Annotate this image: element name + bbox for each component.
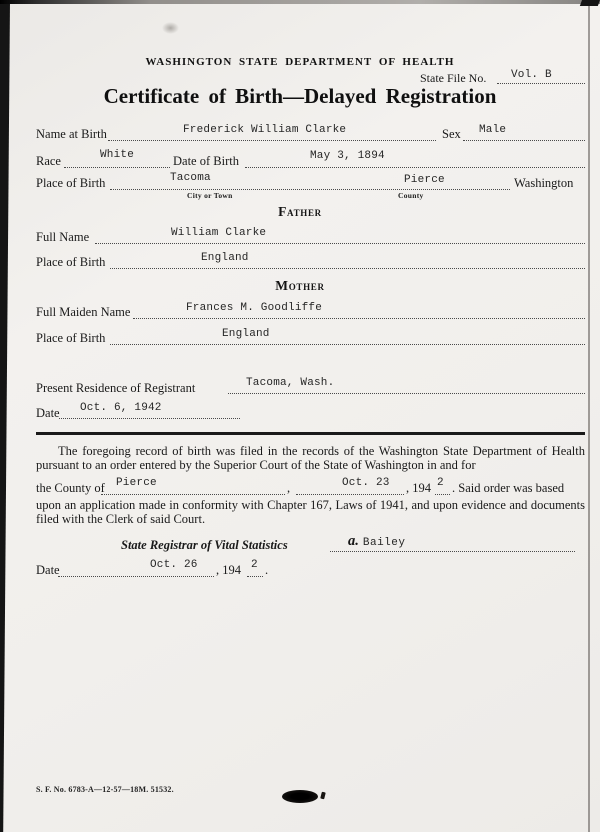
father-place-line <box>110 268 585 269</box>
father-section-heading: Father <box>278 204 322 219</box>
order-date-line <box>296 494 404 495</box>
mother-place-value: England <box>222 328 270 340</box>
sex-line <box>463 140 585 141</box>
filing-paragraph-continued: upon an application made in conformity with Chapter 167, Laws of 1941, and upon evidence and documents filed with the Clerk of said Court. <box>36 498 585 526</box>
registrar-label: State Registrar of Vital Statistics <box>121 538 288 552</box>
filing-date-line <box>58 576 214 577</box>
name-at-birth-value: Frederick William Clarke <box>183 124 347 136</box>
filing-year-digit: 2 <box>251 559 258 571</box>
date-of-birth-label: Date of Birth <box>173 154 239 168</box>
mother-name-line <box>133 318 585 319</box>
order-date-value: Oct. 23 <box>342 477 390 489</box>
department-heading: WASHINGTON STATE DEPARTMENT OF HEALTH <box>145 56 455 68</box>
state-file-label: State File No. <box>420 71 487 85</box>
signature-initial: a. <box>348 533 359 549</box>
name-line <box>108 140 436 141</box>
filing-date-label: Date <box>36 563 60 577</box>
order-year-line <box>435 494 450 495</box>
name-at-birth-label: Name at Birth <box>36 127 107 141</box>
city-or-town-hint: City or Town <box>187 191 233 200</box>
section-divider <box>36 432 585 435</box>
residence-line <box>228 393 585 394</box>
race-label: Race <box>36 154 61 168</box>
birth-county-value: Pierce <box>404 174 445 186</box>
certificate-title: Certificate of Birth—Delayed Registration <box>103 84 497 108</box>
filing-year-printed: , 194 <box>216 563 241 577</box>
registrant-date-value: Oct. 6, 1942 <box>80 402 162 414</box>
filing-date-period: . <box>265 563 269 577</box>
father-name-line <box>95 243 585 244</box>
registrar-signature <box>348 532 405 550</box>
father-place-value: England <box>201 252 249 264</box>
county-comma: , <box>287 481 291 495</box>
registrar-signature-line <box>330 551 575 552</box>
scan-smudge <box>162 22 179 34</box>
birth-state-printed: Washington <box>514 176 574 190</box>
county-line <box>101 494 285 495</box>
filing-year-line <box>247 576 263 577</box>
place-of-birth-label: Place of Birth <box>36 176 106 190</box>
mother-place-of-birth-label: Place of Birth <box>36 331 106 345</box>
county-prefix: the County of <box>36 481 105 495</box>
filing-date-value: Oct. 26 <box>150 559 198 571</box>
scan-edge-left <box>0 0 10 832</box>
scan-edge-top <box>0 0 600 4</box>
sex-value: Male <box>479 124 507 136</box>
ink-blot-mark <box>282 790 318 803</box>
date-of-birth-line <box>245 167 585 168</box>
place-of-birth-line <box>110 189 510 190</box>
form-number: S. F. No. 6783-A—12-57—18M. 51532. <box>36 785 174 794</box>
county-hint: County <box>398 191 424 200</box>
mother-maiden-name-label: Full Maiden Name <box>36 305 131 319</box>
scan-corner-mark <box>580 0 600 6</box>
registrant-date-line <box>59 418 240 419</box>
sex-label: Sex <box>442 127 461 141</box>
signature-name: Bailey <box>362 537 406 549</box>
father-full-name-label: Full Name <box>36 230 90 244</box>
filing-paragraph: The foregoing record of birth was filed in the records of the Washington State Department of Health pursuant to an order entered by the Superior Court of the State of Washington in and for <box>36 444 585 472</box>
order-year-digit: 2 <box>437 477 444 489</box>
order-suffix: . Said order was based <box>452 481 565 495</box>
father-place-of-birth-label: Place of Birth <box>36 255 106 269</box>
race-line <box>64 167 170 168</box>
order-year-printed: , 194 <box>406 481 431 495</box>
registrant-date-label: Date <box>36 406 60 420</box>
scan-edge-right <box>588 0 590 832</box>
residence-value: Tacoma, Wash. <box>246 377 335 389</box>
mother-name-value: Frances M. Goodliffe <box>186 302 323 314</box>
residence-label: Present Residence of Registrant <box>36 381 196 395</box>
date-of-birth-value: May 3, 1894 <box>310 150 385 162</box>
state-file-value: Vol. B <box>511 69 552 81</box>
ink-blot-tick <box>320 792 326 800</box>
mother-place-line <box>110 344 585 345</box>
mother-section-heading: Mother <box>275 278 325 293</box>
race-value: White <box>100 149 135 161</box>
birth-city-value: Tacoma <box>170 172 211 184</box>
county-value: Pierce <box>116 477 157 489</box>
father-name-value: William Clarke <box>171 227 267 239</box>
